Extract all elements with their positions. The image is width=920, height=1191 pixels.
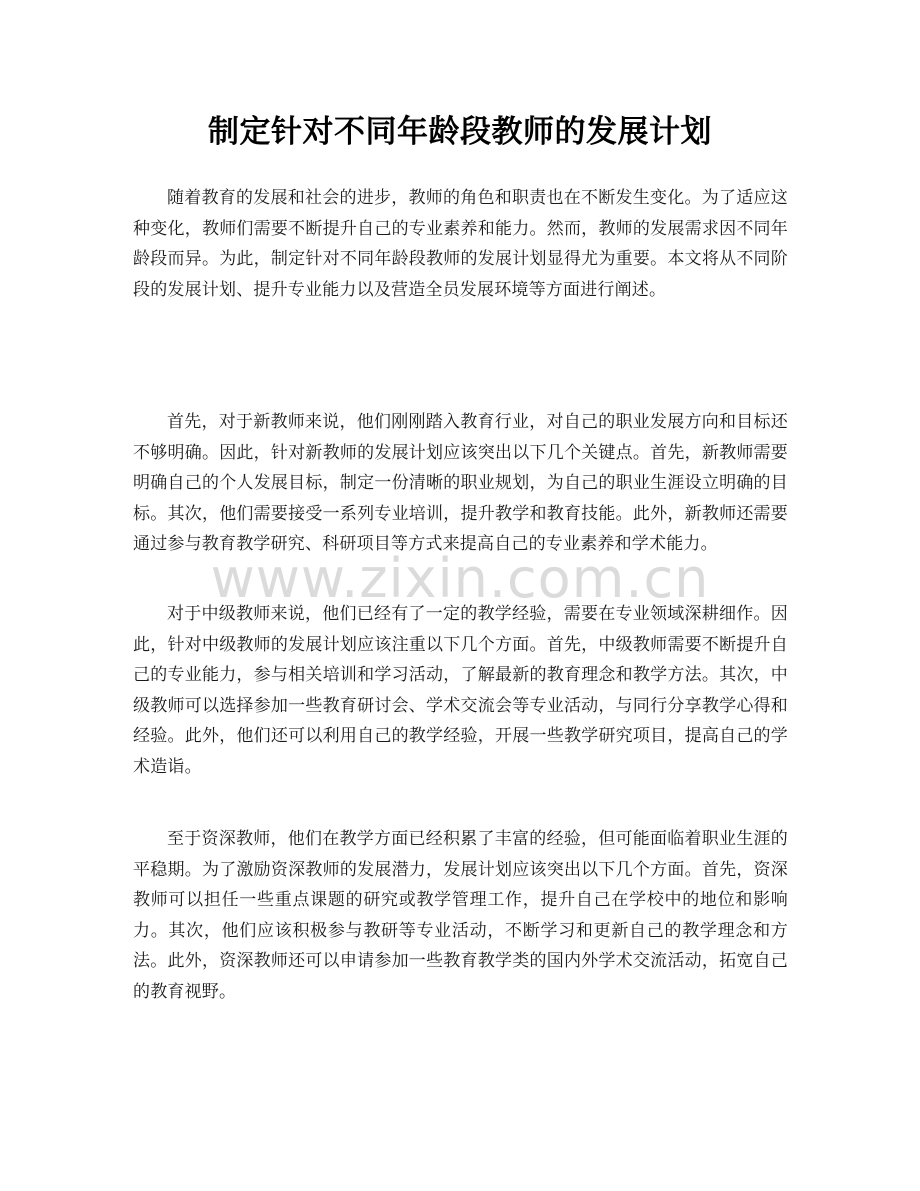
- paragraph-senior-teachers: 至于资深教师，他们在教学方面已经积累了丰富的经验，但可能面临着职业生涯的平稳期。为了激励资深教师的发展潜力，发展计划应该突出以下几个方面。首先，资深教师可以担任一些重点课题的研究或教学管理工作，提升自己在学校中的地位和影响力。其次，他们应该积极参与教研等专业活动，不断学习和更新自己的教学理念和方法。此外，资深教师还可以申请参加一些教育教学类的国内外学术交流活动，拓宽自己的教育视野。: [133, 829, 788, 1002]
- paragraph-new-teachers: 首先，对于新教师来说，他们刚刚踏入教育行业，对自己的职业发展方向和目标还不够明确。因此，针对新教师的发展计划应该突出以下几个关键点。首先，新教师需要明确自己的个人发展目标，制定一份清晰的职业规划，为自己的职业生涯设立明确的目标。其次，他们需要接受一系列专业培训，提升教学和教育技能。此外，新教师还需要通过参与教育教学研究、科研项目等方式来提高自己的专业素养和学术能力。: [133, 412, 788, 554]
- paragraph-intro: 随着教育的发展和社会的进步，教师的角色和职责也在不断发生变化。为了适应这种变化，教师们需要不断提升自己的专业素养和能力。然而，教师的发展需求因不同年龄段而异。为此，制定针对不同年龄段教师的发展计划显得尤为重要。本文将从不同阶段的发展计划、提升专业能力以及营造全员发展环境等方面进行阐述。: [133, 188, 788, 300]
- paragraph-intermediate-teachers: 对于中级教师来说，他们已经有了一定的教学经验，需要在专业领域深耕细作。因此，针对中级教师的发展计划应该注重以下几个方面。首先，中级教师需要不断提升自己的专业能力，参与相关培训和学习活动，了解最新的教育理念和教学方法。其次，中级教师可以选择参加一些教育研讨会、学术交流会等专业活动，与同行分享教学心得和经验。此外，他们还可以利用自己的教学经验，开展一些教学研究项目，提高自己的学术造诣。: [133, 604, 788, 777]
- watermark: www.zixin.com.cn: [210, 547, 710, 610]
- document-title: 制定针对不同年龄段教师的发展计划: [208, 114, 712, 150]
